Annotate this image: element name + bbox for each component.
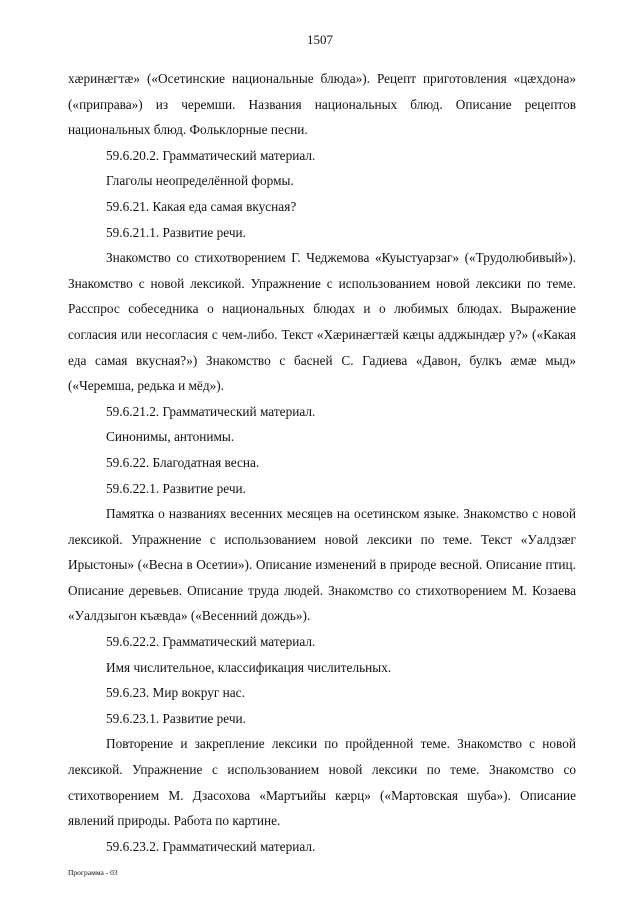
section-heading: 59.6.23. Мир вокруг нас. xyxy=(106,685,245,701)
section-heading: 59.6.23.1. Развитие речи. xyxy=(106,710,246,726)
section-heading: 59.6.22. Благодатная весна. xyxy=(106,454,260,470)
paragraph: Синонимы, антонимы. xyxy=(106,429,235,445)
section-heading: 59.6.21.1. Развитие речи. xyxy=(106,224,246,240)
paragraph: Глаголы неопределённой формы. xyxy=(106,173,294,189)
page-number: 1507 xyxy=(307,32,333,47)
paragraph: Памятка о названиях весенних месяцев на осетинском языке. Знакомство с новой лексикой. Упражнение с использованием новой лексики по теме. Текст «Уалдзæг Ирыстоны» («Весна в Осетии»). Описание изменений в природе весной. Описание птиц. Описание деревьев. Описание труда людей. Знакомство со стихотворением М. Козаева «Уалдзыгон къæвда» («Весенний дождь»). xyxy=(68,506,576,624)
section-heading: 59.6.22.2. Грамматический материал. xyxy=(106,634,316,650)
section-heading: 59.6.20.2. Грамматический материал. xyxy=(106,147,316,163)
paragraph: хæринæгтæ» («Осетинские национальные блюда»). Рецепт приготовления «цæхдона» («приправа») из черемши. Названия национальных блюд. Описание рецептов национальных блюд. Фольклорные песни. xyxy=(68,71,576,138)
section-heading: 59.6.21. Какая еда самая вкусная? xyxy=(106,198,297,214)
paragraph: Знакомство со стихотворением Г. Чеджемова «Куыстуарзаг» («Трудолюбивый»). Знакомство с новой лексикой. Упражнение с использованием новой лексики по теме. Расспрос собеседника о национальных блюдах и о любимых блюдах. Выражение согласия или несогласия с чем-либо. Текст «Хæринæгтæй кæцы адджындæр у?» («Какая еда самая вкусная?») Знакомство с басней С. Гадиева «Давон, булкъ æмæ мыд» («Черемша, редька и мёд»). xyxy=(68,250,576,394)
section-heading: 59.6.22.1. Развитие речи. xyxy=(106,480,246,496)
paragraph: Имя числительное, классификация числительных. xyxy=(106,659,392,675)
footer-label: Программа - 03 xyxy=(68,868,118,877)
section-heading: 59.6.21.2. Грамматический материал. xyxy=(106,403,316,419)
section-heading: 59.6.23.2. Грамматический материал. xyxy=(106,838,316,854)
body-text xyxy=(68,66,576,859)
paragraph: Повторение и закрепление лексики по пройденной теме. Знакомство с новой лексикой. Упражнение с использованием новой лексики по теме. Знакомство со стихотворением М. Дзасохова «Мартъийы кæрц» («Мартовская шуба»). Описание явлений природы. Работа по картине. xyxy=(68,736,576,829)
